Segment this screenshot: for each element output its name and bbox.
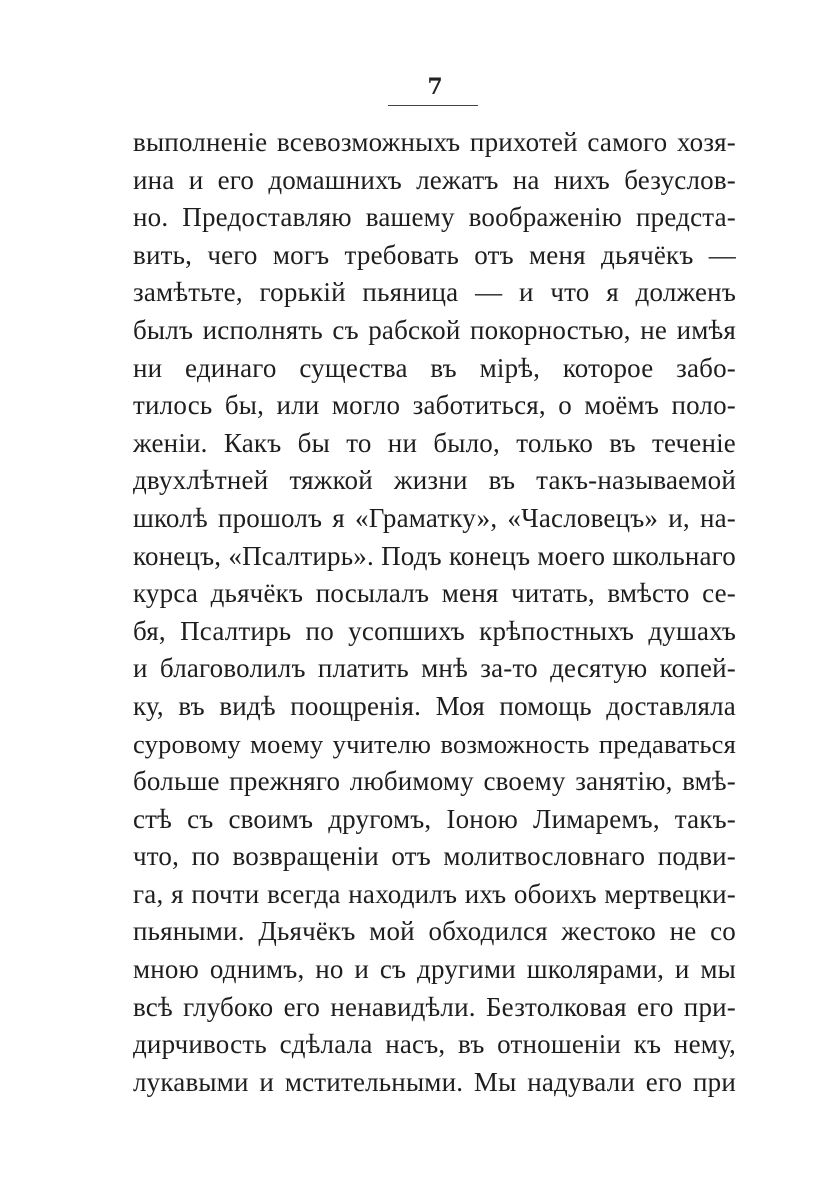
text-line: вить, чего могъ требовать отъ меня дьячёкъ — (133, 239, 736, 270)
text-line: школѣ прошолъ я «Граматку», «Часловецъ» и, на- (133, 502, 736, 533)
text-line: что, по возвращеніи отъ молитвословнаго подви- (133, 841, 736, 872)
text-line: курса дьячёкъ посылалъ меня читать, вмѣсто се- (133, 578, 736, 609)
text-line: га, я почти всегда находилъ ихъ обоихъ мертвецки- (133, 878, 736, 909)
text-line: выполненіе всевозможныхъ прихотей самого хозя- (133, 127, 736, 157)
text-line: былъ исполнять съ рабской покорностью, не имѣя (133, 314, 736, 345)
text-line: дирчивость сдѣлала насъ, въ отношеніи къ нему, (133, 1029, 736, 1060)
text-line: замѣтьте, горькій пьяница — и что я долженъ (133, 277, 736, 308)
text-line: бя, Псалтирь по усопшихъ крѣпостныхъ душахъ (133, 615, 736, 646)
text-line: пьяными. Дьячёкъ мой обходился жестоко не со (133, 916, 736, 947)
text-line: двухлѣтней тяжкой жизни въ такъ-называемой (133, 465, 736, 496)
text-line: всѣ глубоко его ненавидѣли. Безтолковая его при- (133, 991, 736, 1022)
text-line: стѣ съ своимъ другомъ, Іоною Лимаремъ, такъ- (133, 803, 736, 834)
text-line: но. Предоставляю вашему воображенію предста- (133, 202, 736, 233)
page-number: 7 (427, 74, 443, 100)
text-line: конецъ, «Псалтирь». Подъ конецъ моего школьнаго (133, 540, 736, 571)
text-line: и благоволилъ платить мнѣ за-то десятую копей- (133, 653, 736, 684)
text-line: лукавыми и мстительными. Мы надували его при (133, 1066, 736, 1097)
text-line: мною однимъ, но и съ другими школярами, и мы (133, 954, 736, 985)
text-line: ина и его домашнихъ лежатъ на нихъ безуслов- (133, 164, 736, 195)
text-line: ку, въ видѣ поощренія. Моя помощь доставляла (133, 690, 736, 721)
header-rule (388, 105, 478, 106)
text-line: ни единаго существа въ мірѣ, которое забо- (133, 352, 736, 383)
text-line: больше прежняго любимому своему занятію, вмѣ- (133, 766, 736, 797)
text-line: тилось бы, или могло заботиться, о моёмъ поло- (133, 390, 736, 421)
text-line: женіи. Какъ бы то ни было, только въ теченіе (133, 427, 736, 458)
text-line: суровому моему учителю возможность предаваться (133, 728, 736, 759)
body-text (133, 124, 736, 1101)
